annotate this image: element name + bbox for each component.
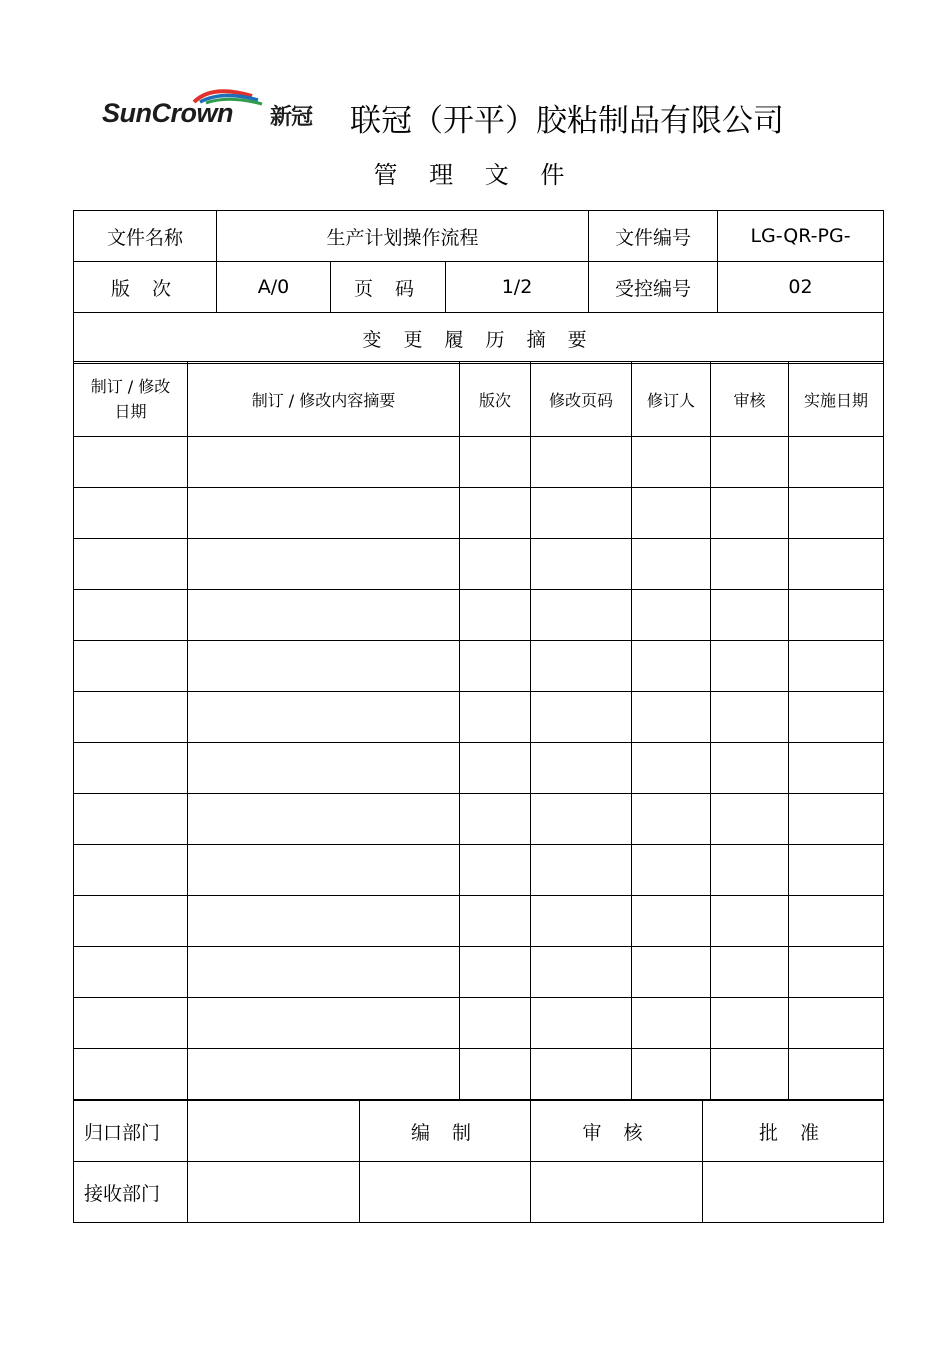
history-cell-reviser[interactable]	[632, 947, 711, 998]
table-row	[74, 437, 884, 488]
version-value: A/0	[217, 262, 331, 313]
history-cell-reviewer[interactable]	[711, 845, 789, 896]
table-row	[74, 488, 884, 539]
history-cell-reviser[interactable]	[632, 743, 711, 794]
history-col-reviewer: 审核	[711, 362, 789, 437]
history-cell-pages[interactable]	[531, 845, 632, 896]
history-cell-reviser[interactable]	[632, 794, 711, 845]
history-cell-effective-date[interactable]	[789, 539, 884, 590]
history-cell-summary[interactable]	[188, 845, 460, 896]
history-cell-date[interactable]	[74, 1049, 188, 1100]
history-cell-pages[interactable]	[531, 998, 632, 1049]
history-cell-summary[interactable]	[188, 743, 460, 794]
history-cell-summary[interactable]	[188, 947, 460, 998]
revision-history-table	[73, 361, 884, 1100]
history-cell-pages[interactable]	[531, 743, 632, 794]
history-cell-pages[interactable]	[531, 896, 632, 947]
table-row	[74, 1049, 884, 1100]
document-info-table	[73, 210, 884, 364]
history-cell-effective-date[interactable]	[789, 641, 884, 692]
history-cell-effective-date[interactable]	[789, 896, 884, 947]
table-row	[74, 692, 884, 743]
history-cell-version[interactable]	[460, 488, 531, 539]
history-cell-reviewer[interactable]	[711, 896, 789, 947]
history-cell-effective-date[interactable]	[789, 947, 884, 998]
file-name-label: 文件名称	[74, 211, 217, 262]
history-cell-date[interactable]	[74, 998, 188, 1049]
table-row	[74, 947, 884, 998]
history-cell-reviewer[interactable]	[711, 488, 789, 539]
table-row	[74, 590, 884, 641]
history-cell-pages[interactable]	[531, 641, 632, 692]
history-cell-reviewer[interactable]	[711, 692, 789, 743]
history-cell-reviewer[interactable]	[711, 641, 789, 692]
table-row	[74, 845, 884, 896]
table-row	[74, 896, 884, 947]
history-col-version: 版次	[460, 362, 531, 437]
history-cell-pages[interactable]	[531, 1049, 632, 1100]
history-cell-version[interactable]	[460, 539, 531, 590]
history-col-pages: 修改页码	[531, 362, 632, 437]
history-cell-version[interactable]	[460, 896, 531, 947]
history-cell-effective-date[interactable]	[789, 692, 884, 743]
history-body	[74, 437, 884, 1100]
compiled-by-signature[interactable]	[360, 1162, 531, 1223]
control-number-value: 02	[718, 262, 884, 313]
logo-text-cn: 新冠	[270, 105, 313, 130]
history-cell-date[interactable]	[74, 437, 188, 488]
reviewed-by-signature[interactable]	[531, 1162, 703, 1223]
history-cell-date[interactable]	[74, 947, 188, 998]
history-cell-pages[interactable]	[531, 590, 632, 641]
document-type-title: 管 理 文 件	[373, 161, 577, 189]
file-number-label: 文件编号	[589, 211, 718, 262]
history-cell-summary[interactable]	[188, 641, 460, 692]
history-cell-summary[interactable]	[188, 488, 460, 539]
history-cell-summary[interactable]	[188, 590, 460, 641]
history-cell-reviewer[interactable]	[711, 590, 789, 641]
history-col-effective-date: 实施日期	[789, 362, 884, 437]
responsible-dept-value[interactable]	[188, 1101, 360, 1162]
responsible-dept-label: 归口部门	[74, 1101, 188, 1162]
logo-text-en: SunCrown	[102, 98, 233, 128]
history-cell-reviser[interactable]	[632, 998, 711, 1049]
compiled-by-label: 编 制	[360, 1101, 531, 1162]
history-cell-reviewer[interactable]	[711, 998, 789, 1049]
history-cell-summary[interactable]	[188, 539, 460, 590]
version-label: 版 次	[74, 262, 217, 313]
approved-by-signature[interactable]	[703, 1162, 884, 1223]
history-cell-effective-date[interactable]	[789, 488, 884, 539]
history-cell-reviewer[interactable]	[711, 539, 789, 590]
history-cell-version[interactable]	[460, 692, 531, 743]
history-cell-pages[interactable]	[531, 488, 632, 539]
history-cell-summary[interactable]	[188, 998, 460, 1049]
history-cell-version[interactable]	[460, 947, 531, 998]
approval-table	[73, 1100, 884, 1223]
history-col-summary: 制订 / 修改内容摘要	[188, 362, 460, 437]
page-value: 1/2	[446, 262, 589, 313]
receiving-dept-label: 接收部门	[74, 1162, 188, 1223]
history-cell-reviser[interactable]	[632, 590, 711, 641]
history-cell-pages[interactable]	[531, 692, 632, 743]
history-cell-date[interactable]	[74, 896, 188, 947]
history-col-reviser: 修订人	[632, 362, 711, 437]
history-cell-date[interactable]	[74, 692, 188, 743]
table-row	[74, 794, 884, 845]
history-cell-version[interactable]	[460, 590, 531, 641]
history-cell-reviser[interactable]	[632, 1049, 711, 1100]
history-cell-summary[interactable]	[188, 1049, 460, 1100]
history-cell-date[interactable]	[74, 845, 188, 896]
history-cell-version[interactable]	[460, 845, 531, 896]
history-cell-reviser[interactable]	[632, 488, 711, 539]
company-name: 联冠（开平）胶粘制品有限公司	[350, 103, 784, 139]
history-cell-reviewer[interactable]	[711, 947, 789, 998]
history-cell-date[interactable]	[74, 590, 188, 641]
history-cell-pages[interactable]	[531, 539, 632, 590]
history-cell-reviser[interactable]	[632, 437, 711, 488]
history-cell-effective-date[interactable]	[789, 590, 884, 641]
history-cell-version[interactable]	[460, 743, 531, 794]
history-cell-effective-date[interactable]	[789, 1049, 884, 1100]
history-cell-reviser[interactable]	[632, 896, 711, 947]
history-cell-summary[interactable]	[188, 794, 460, 845]
history-cell-pages[interactable]	[531, 794, 632, 845]
history-cell-date[interactable]	[74, 743, 188, 794]
history-cell-effective-date[interactable]	[789, 743, 884, 794]
table-row	[74, 641, 884, 692]
history-cell-summary[interactable]	[188, 692, 460, 743]
history-cell-effective-date[interactable]	[789, 794, 884, 845]
history-header-row	[74, 362, 884, 437]
history-cell-version[interactable]	[460, 794, 531, 845]
history-cell-reviser[interactable]	[632, 539, 711, 590]
history-cell-effective-date[interactable]	[789, 437, 884, 488]
history-cell-date[interactable]	[74, 794, 188, 845]
control-number-label: 受控编号	[589, 262, 718, 313]
history-cell-date[interactable]	[74, 488, 188, 539]
history-cell-version[interactable]	[460, 1049, 531, 1100]
approved-by-label: 批 准	[703, 1101, 884, 1162]
history-cell-reviser[interactable]	[632, 845, 711, 896]
history-section-title: 变 更 履 历 摘 要	[74, 313, 884, 364]
history-cell-summary[interactable]	[188, 437, 460, 488]
history-cell-reviser[interactable]	[632, 641, 711, 692]
history-cell-reviewer[interactable]	[711, 794, 789, 845]
reviewed-by-label: 审 核	[531, 1101, 703, 1162]
file-name-value: 生产计划操作流程	[217, 211, 589, 262]
history-cell-reviewer[interactable]	[711, 437, 789, 488]
table-row	[74, 539, 884, 590]
history-cell-date[interactable]	[74, 641, 188, 692]
history-cell-summary[interactable]	[188, 896, 460, 947]
table-row	[74, 998, 884, 1049]
history-cell-effective-date[interactable]	[789, 998, 884, 1049]
page-label: 页 码	[331, 262, 446, 313]
history-cell-pages[interactable]	[531, 947, 632, 998]
history-cell-version[interactable]	[460, 641, 531, 692]
history-cell-pages[interactable]	[531, 437, 632, 488]
history-cell-reviewer[interactable]	[711, 743, 789, 794]
history-cell-reviewer[interactable]	[711, 1049, 789, 1100]
table-row	[74, 743, 884, 794]
history-cell-version[interactable]	[460, 998, 531, 1049]
company-logo	[102, 86, 322, 130]
history-cell-date[interactable]	[74, 539, 188, 590]
history-col-date: 制订 / 修改日期	[74, 362, 188, 437]
history-cell-effective-date[interactable]	[789, 845, 884, 896]
history-cell-version[interactable]	[460, 437, 531, 488]
receiving-dept-value[interactable]	[188, 1162, 360, 1223]
history-cell-reviser[interactable]	[632, 692, 711, 743]
file-number-value: LG-QR-PG-	[718, 211, 884, 262]
